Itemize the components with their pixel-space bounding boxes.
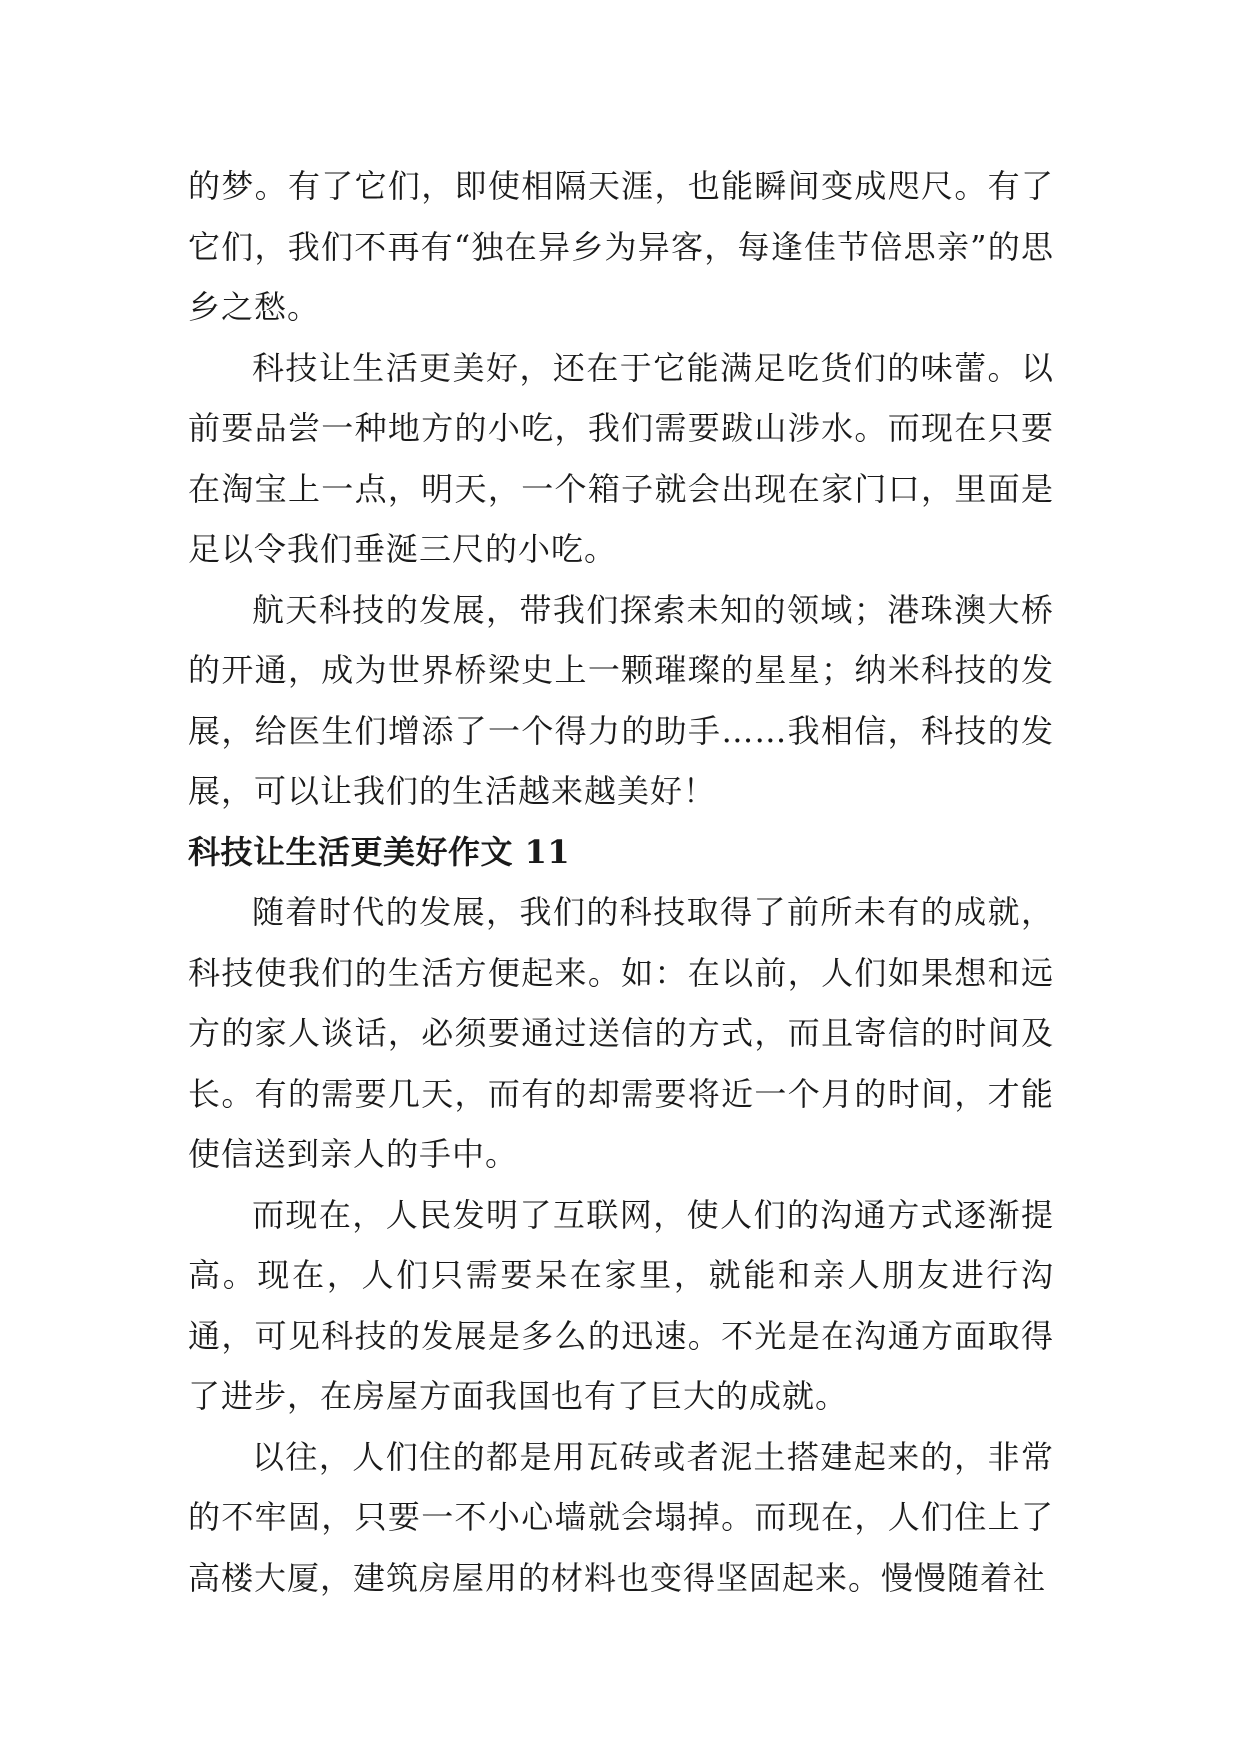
paragraph-2: 科技让生活更美好，还在于它能满足吃货们的味蕾。以前要品尝一种地方的小吃，我们需要跋山涉水。而现在只要在淘宝上一点，明天，一个箱子就会出现在家门口，里面是足以令我们垂涎三尺的小吃。	[188, 348, 1054, 568]
section-heading: 科技让生活更美好作文 11	[188, 832, 571, 871]
paragraph-6: 以往，人们住的都是用瓦砖或者泥土搭建起来的，非常的不牢固，只要一不小心墙就会塌掉。而现在，人们住上了高楼大厦，建筑房屋用的材料也变得坚固起来。慢慢随着社	[188, 1437, 1054, 1597]
paragraph-4: 随着时代的发展，我们的科技取得了前所未有的成就，科技使我们的生活方便起来。如：在以前，人们如果想和远方的家人谈话，必须要通过送信的方式，而且寄信的时间及长。有的需要几天，而有的却需要将近一个月的时间，才能使信送到亲人的手中。	[188, 893, 1054, 1173]
document-body	[188, 156, 1054, 1608]
paragraph-1: 的梦。有了它们，即使相隔天涯，也能瞬间变成咫尺。有了它们，我们不再有“独在异乡为异客，每逢佳节倍思亲”的思乡之愁。	[188, 167, 1054, 326]
paragraph-5: 而现在，人民发明了互联网，使人们的沟通方式逐渐提高。现在，人们只需要呆在家里，就能和亲人朋友进行沟通，可见科技的发展是多么的迅速。不光是在沟通方面取得了进步，在房屋方面我国也有了巨大的成就。	[188, 1195, 1054, 1415]
paragraph-3: 航天科技的发展，带我们探索未知的领域；港珠澳大桥的开通，成为世界桥梁史上一颗璀璨的星星；纳米科技的发展，给医生们增添了一个得力的助手……我相信，科技的发展，可以让我们的生活越来越美好！	[188, 590, 1054, 810]
